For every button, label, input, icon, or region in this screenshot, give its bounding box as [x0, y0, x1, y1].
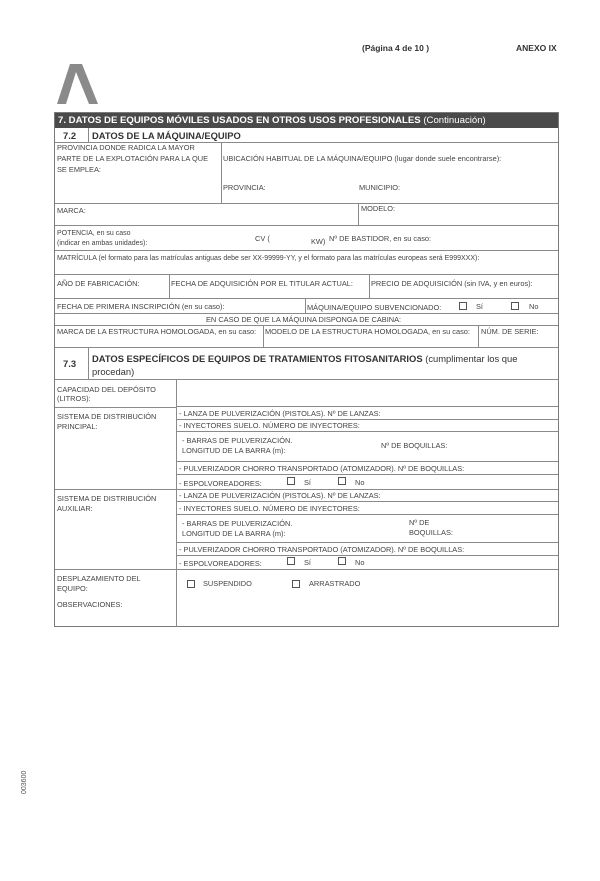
potencia-label-1: POTENCIA, en su caso [57, 230, 131, 237]
desplazamiento-label-1: DESPLAZAMIENTO DEL [57, 574, 141, 583]
fecha-adquisicion-label: FECHA DE ADQUISICIÓN POR EL TITULAR ACTUAL: [171, 279, 353, 288]
subsection-7-2-number: 7.2 [63, 130, 77, 141]
annex-label: ANEXO IX [516, 43, 557, 53]
desplazamiento-label-2: EQUIPO: [57, 584, 88, 593]
auxiliar-espolvoreadores-si-label: Sí [304, 558, 311, 567]
bastidor-label: Nº DE BASTIDOR, en su caso: [329, 234, 432, 243]
modelo-estructura-label: MODELO DE LA ESTRUCTURA HOMOLOGADA, en su caso: [265, 327, 470, 336]
page-number: (Página 4 de 10 ) [362, 43, 430, 53]
municipio-label: MUNICIPIO: [359, 183, 401, 192]
auxiliar-inyectores-label: - INYECTORES SUELO. NÚMERO DE INYECTORES: [179, 504, 360, 513]
suspendido-label: SUSPENDIDO [203, 579, 252, 588]
side-code: 003600 [21, 770, 28, 794]
subsection-7-3-title-text: DATOS ESPECÍFICOS DE EQUIPOS DE TRATAMIENTOS FITOSANITARIOS [92, 353, 423, 364]
marca-label: MARCA: [57, 206, 86, 215]
potencia-label-2: (indicar en ambas unidades): [57, 240, 148, 247]
subvencionado-si-checkbox[interactable] [459, 302, 467, 310]
auxiliar-lanza-label: - LANZA DE PULVERIZACIÓN (PISTOLAS). Nº DE LANZAS: [179, 491, 381, 500]
principal-espolvoreadores-label: - ESPOLVOREADORES: [179, 479, 262, 488]
subvencionado-label: MÁQUINA/EQUIPO SUBVENCIONADO: [307, 303, 442, 312]
principal-espolvoreadores-si-checkbox[interactable] [287, 477, 295, 485]
cv-label: CV ( [255, 234, 270, 243]
provincia-label: PROVINCIA: [223, 183, 266, 192]
subsection-7-3-title [92, 353, 517, 364]
observaciones-label: OBSERVACIONES: [57, 600, 123, 609]
auxiliar-boquillas-label-2: BOQUILLAS: [409, 528, 453, 537]
matricula-label: MATRÍCULA (el formato para las matrículas antiguas debe ser XX-99999-YY, y el formato para las matrículas europeas será E999XXX): [57, 255, 480, 262]
anio-fabricacion-label: AÑO DE FABRICACIÓN: [57, 279, 140, 288]
principal-espolvoreadores-si-label: Sí [304, 478, 311, 487]
kw-label: KW) [311, 237, 326, 246]
capacidad-label-1: CAPACIDAD DEL DEPÓSITO [57, 385, 156, 394]
sistema-auxiliar-label-2: AUXILIAR: [57, 504, 93, 513]
section-7-continuation: (Continuación) [423, 115, 486, 126]
subsection-7-3-number: 7.3 [63, 358, 77, 369]
marca-estructura-label: MARCA DE LA ESTRUCTURA HOMOLOGADA, en su caso: [57, 327, 257, 336]
auxiliar-espolvoreadores-no-label: No [355, 558, 365, 567]
subsection-7-2-title: DATOS DE LA MÁQUINA/EQUIPO [92, 130, 241, 141]
provincia-radica-label-1: PROVINCIA DONDE RADICA LA MAYOR [57, 143, 195, 152]
auxiliar-espolvoreadores-label: - ESPOLVOREADORES: [179, 559, 262, 568]
capacidad-label-2: (LITROS): [57, 394, 91, 403]
principal-lanza-label: - LANZA DE PULVERIZACIÓN (PISTOLAS). Nº DE LANZAS: [179, 409, 381, 418]
sistema-principal-label-2: PRINCIPAL: [57, 422, 98, 431]
auxiliar-pulverizador-label: - PULVERIZADOR CHORRO TRANSPORTADO (ATOMIZADOR). Nº DE BOQUILLAS: [179, 545, 465, 554]
junta-andalucia-logo [55, 64, 101, 104]
sistema-principal-label-1: SISTEMA DE DISTRIBUCIÓN [57, 412, 157, 421]
principal-espolvoreadores-no-checkbox[interactable] [338, 477, 346, 485]
num-serie-label: NÚM. DE SERIE: [481, 327, 539, 336]
auxiliar-barras-label-1: - BARRAS DE PULVERIZACIÓN. [182, 519, 293, 528]
arrastrado-checkbox[interactable] [292, 580, 300, 588]
principal-boquillas-label: Nº DE BOQUILLAS: [381, 441, 448, 450]
arrastrado-label: ARRASTRADO [309, 579, 361, 588]
fecha-inscripcion-label: FECHA DE PRIMERA INSCRIPCIÓN (en su caso): [57, 302, 225, 311]
auxiliar-espolvoreadores-no-checkbox[interactable] [338, 557, 346, 565]
modelo-label: MODELO: [361, 204, 396, 213]
subsection-7-3-note: (cumplimentar los que [425, 353, 518, 364]
form-section-7 [54, 112, 559, 627]
principal-espolvoreadores-no-label: No [355, 478, 365, 487]
principal-pulverizador-label: - PULVERIZADOR CHORRO TRANSPORTADO (ATOMIZADOR). Nº DE BOQUILLAS: [179, 464, 465, 473]
auxiliar-boquillas-label-1: Nº DE [409, 518, 430, 527]
auxiliar-barras-label-2: LONGITUD DE LA BARRA (m): [182, 529, 286, 538]
cabina-label: EN CASO DE QUE LA MÁQUINA DISPONGA DE CABINA: [206, 315, 402, 324]
subsection-7-3-note-2: procedan) [92, 366, 135, 377]
subvencionado-si-label: Sí [476, 302, 483, 311]
section-7-title-bar [55, 113, 558, 128]
section-7-title: 7. DATOS DE EQUIPOS MÓVILES USADOS EN OTROS USOS PROFESIONALES [58, 115, 421, 126]
principal-inyectores-label: - INYECTORES SUELO. NÚMERO DE INYECTORES: [179, 421, 360, 430]
auxiliar-espolvoreadores-si-checkbox[interactable] [287, 557, 295, 565]
principal-barras-label-1: - BARRAS DE PULVERIZACIÓN. [182, 436, 293, 445]
subvencionado-no-checkbox[interactable] [511, 302, 519, 310]
provincia-radica-label-3: SE EMPLEA: [57, 165, 101, 174]
sistema-auxiliar-label-1: SISTEMA DE DISTRIBUCIÓN [57, 494, 157, 503]
ubicacion-label: UBICACIÓN HABITUAL DE LA MÁQUINA/EQUIPO (lugar donde suele encontrarse): [223, 154, 502, 163]
principal-barras-label-2: LONGITUD DE LA BARRA (m): [182, 446, 286, 455]
provincia-radica-label-2: PARTE DE LA EXPLOTACIÓN PARA LA QUE [57, 154, 209, 163]
suspendido-checkbox[interactable] [187, 580, 195, 588]
subvencionado-no-label: No [529, 302, 539, 311]
precio-adquisicion-label: PRECIO DE ADQUISICIÓN (sin IVA, y en euros): [371, 279, 533, 288]
